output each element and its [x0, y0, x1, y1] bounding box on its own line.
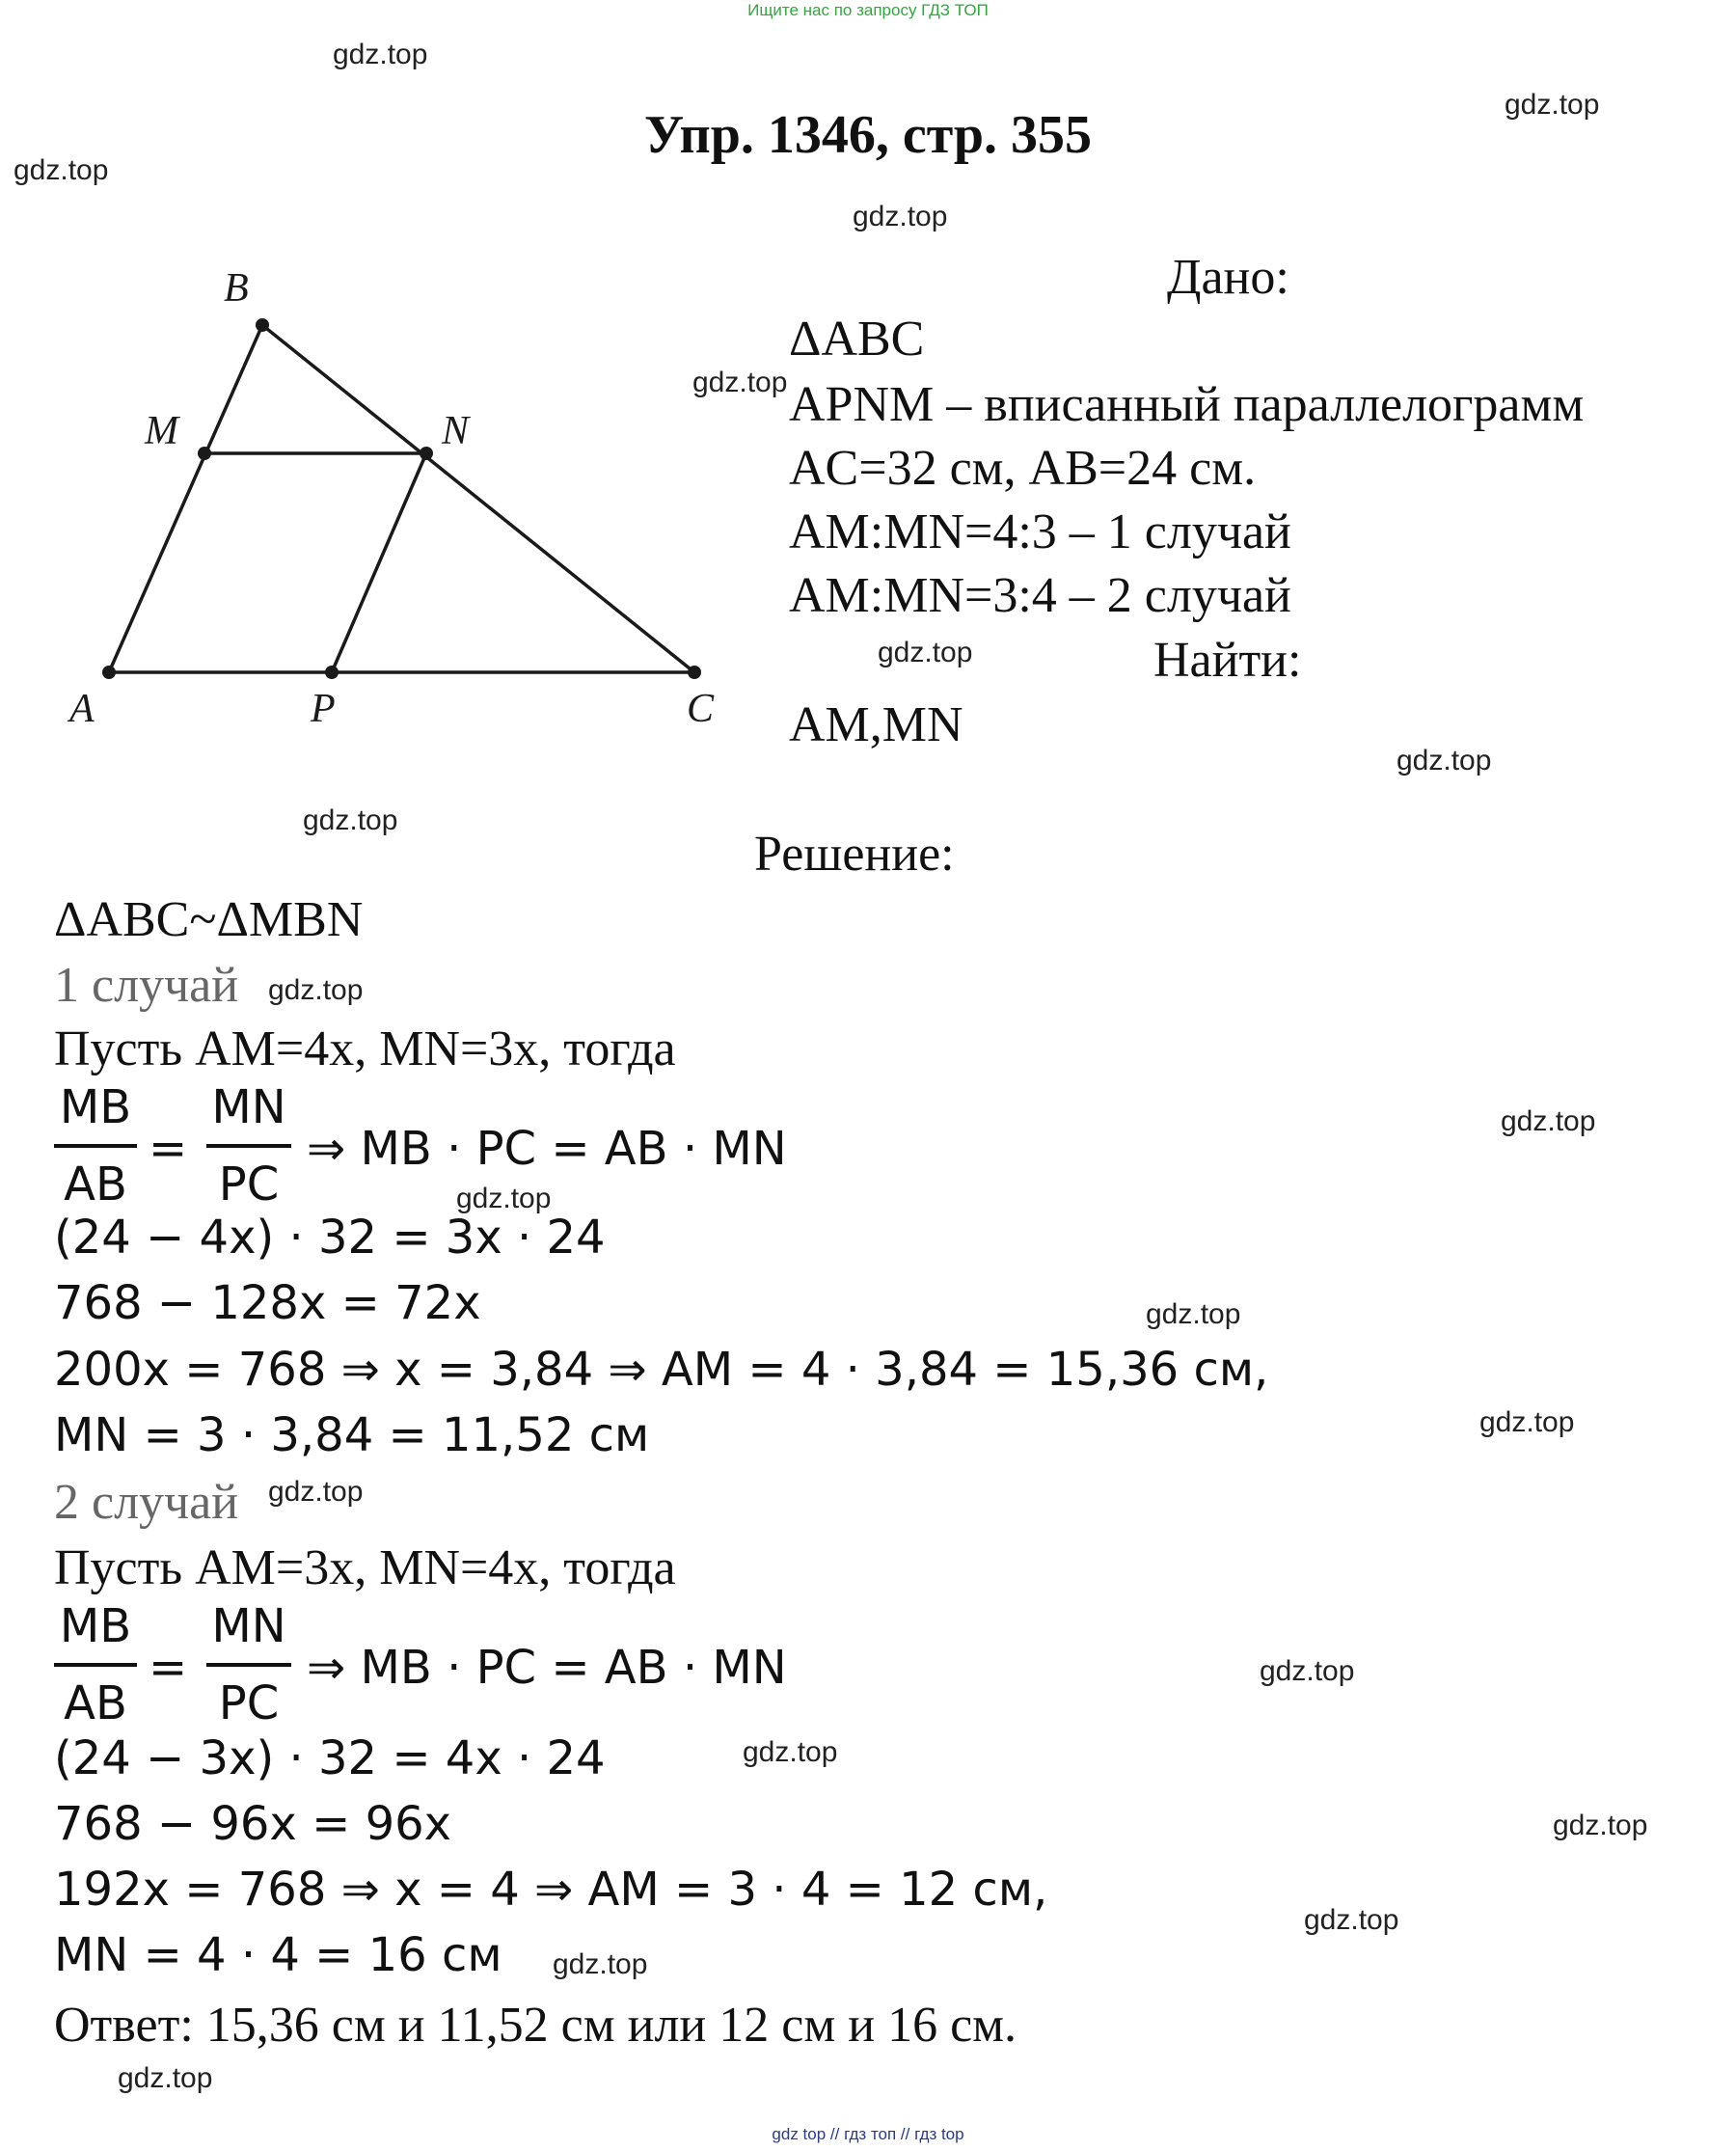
watermark: gdz.top — [1505, 89, 1600, 121]
watermark: gdz.top — [118, 2062, 213, 2094]
fraction-numerator: MN — [211, 1080, 286, 1134]
fraction-denominator: AB — [64, 1157, 127, 1212]
given-heading: Дано: — [1167, 250, 1289, 305]
fraction-bar — [206, 1663, 291, 1667]
fraction-denominator: PC — [218, 1157, 280, 1212]
label-n: N — [442, 409, 470, 453]
watermark: gdz.top — [303, 804, 398, 836]
fraction-denominator: PC — [218, 1676, 280, 1730]
fraction-bar — [206, 1144, 291, 1148]
triangle-abc — [109, 325, 694, 672]
segment-np — [332, 453, 426, 672]
watermark: gdz.top — [268, 974, 364, 1006]
label-c: C — [687, 687, 715, 731]
watermark: gdz.top — [878, 637, 973, 668]
case2-fraction-right — [206, 1597, 291, 1732]
bottom-note: gdz top // гдз топ // гдз top — [772, 2125, 964, 2143]
find-values: AM,MN — [789, 697, 963, 752]
given-line: AC=32 см, AB=24 см. — [789, 441, 1257, 496]
answer: Ответ: 15,36 см и 11,52 см или 12 см и 16 см. — [54, 1998, 1017, 2053]
case1-fraction-left — [54, 1078, 137, 1213]
case1-equation: MN = 3 · 3,84 = 11,52 см — [54, 1408, 650, 1462]
point-c — [688, 666, 701, 679]
case2-equation: MN = 4 · 4 = 16 см — [54, 1928, 502, 1982]
fraction-numerator: MN — [211, 1599, 286, 1653]
point-b — [256, 318, 269, 332]
watermark: gdz.top — [268, 1476, 364, 1508]
label-a: A — [69, 687, 95, 731]
watermark: gdz.top — [456, 1183, 552, 1214]
top-search-note: Ищите нас по запросу ГДЗ ТОП — [747, 1, 989, 19]
watermark: gdz.top — [853, 201, 948, 232]
watermark: gdz.top — [743, 1736, 838, 1768]
case2-implies: ⇒ MB · PC = AB · MN — [307, 1641, 787, 1695]
case1-equation: 200x = 768 ⇒ x = 3,84 ⇒ AM = 4 · 3,84 = 15,36 см, — [54, 1343, 1269, 1397]
similarity-statement: ΔABC~ΔMBN — [54, 892, 364, 947]
fraction-numerator: MB — [59, 1599, 132, 1653]
triangle-figure — [0, 251, 752, 752]
case2-equation: 768 − 96x = 96x — [54, 1797, 452, 1851]
label-b: B — [224, 266, 249, 311]
watermark: gdz.top — [1553, 1810, 1648, 1841]
equals-sign: = — [149, 1641, 188, 1695]
watermark: gdz.top — [692, 367, 788, 398]
page-title: Упр. 1346, стр. 355 — [643, 105, 1093, 165]
equals-sign: = — [149, 1122, 188, 1176]
case2-let: Пусть AM=3x, MN=4x, тогда — [54, 1540, 676, 1595]
given-line: ΔABC — [789, 312, 925, 367]
fraction-bar — [54, 1144, 137, 1148]
find-heading: Найти: — [1153, 633, 1302, 688]
fraction-denominator: AB — [64, 1676, 127, 1730]
watermark: gdz.top — [1146, 1298, 1241, 1330]
fraction-bar — [54, 1663, 137, 1667]
point-a — [102, 666, 116, 679]
point-m — [198, 447, 211, 460]
label-m: M — [145, 409, 178, 453]
label-p: P — [311, 687, 336, 731]
solution-heading: Решение: — [754, 827, 955, 882]
case2-fraction-left — [54, 1597, 137, 1732]
fraction-numerator: MB — [59, 1080, 132, 1134]
case1-implies: ⇒ MB · PC = AB · MN — [307, 1122, 787, 1176]
watermark: gdz.top — [333, 39, 428, 70]
case1-label: 1 случай — [54, 958, 239, 1013]
watermark: gdz.top — [14, 154, 109, 186]
watermark: gdz.top — [1304, 1904, 1399, 1936]
case1-fraction-right — [206, 1078, 291, 1213]
watermark: gdz.top — [1397, 745, 1492, 776]
case2-label: 2 случай — [54, 1475, 239, 1530]
given-line: AM:MN=3:4 – 2 случай — [789, 568, 1291, 623]
case1-equation: 768 − 128x = 72x — [54, 1276, 481, 1330]
watermark: gdz.top — [1479, 1406, 1575, 1438]
point-p — [325, 666, 339, 679]
watermark: gdz.top — [1501, 1105, 1596, 1137]
case2-equation: (24 − 3x) · 32 = 4x · 24 — [54, 1731, 606, 1785]
given-line: APNM – вписанный параллелограмм — [789, 377, 1585, 432]
given-line: AM:MN=4:3 – 1 случай — [789, 504, 1291, 559]
case1-let: Пусть AM=4x, MN=3x, тогда — [54, 1021, 676, 1076]
case2-equation: 192x = 768 ⇒ x = 4 ⇒ AM = 3 · 4 = 12 см, — [54, 1863, 1048, 1917]
watermark: gdz.top — [553, 1948, 648, 1980]
case1-equation: (24 − 4x) · 32 = 3x · 24 — [54, 1211, 606, 1265]
point-n — [420, 447, 433, 460]
watermark: gdz.top — [1260, 1655, 1355, 1687]
